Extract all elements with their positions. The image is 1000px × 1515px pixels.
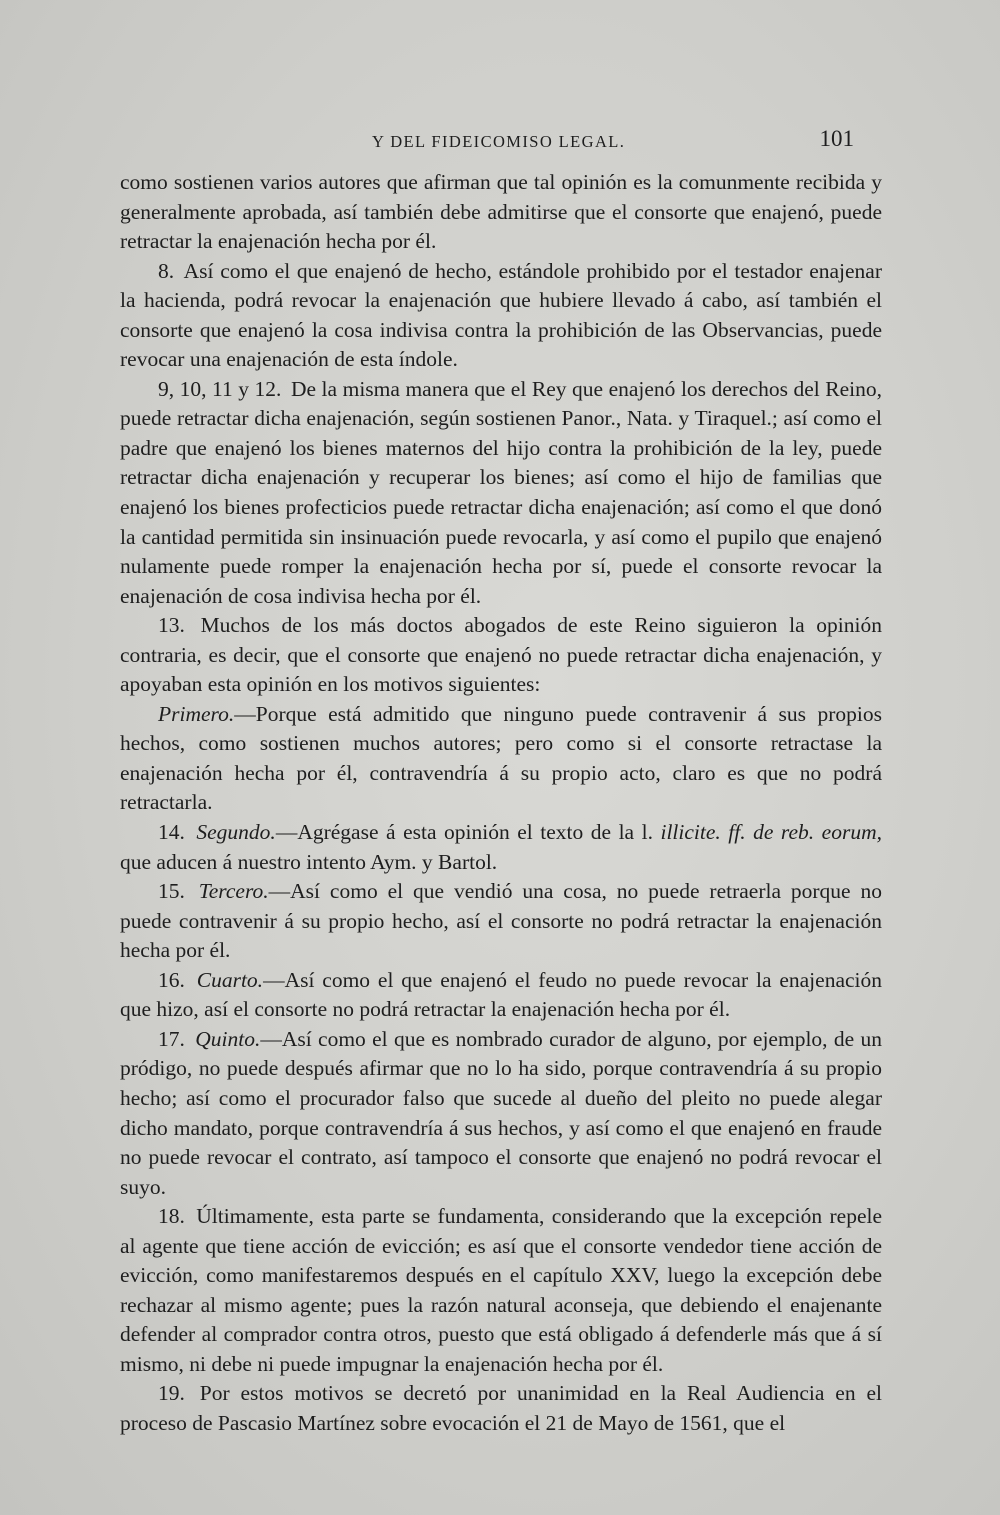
paragraph-number: 18.	[158, 1204, 185, 1229]
paragraph-text: —Así como el que es nombrado curador de alguno, por ejemplo, de un pródigo, no puede después afirmar que no lo ha sido, porque contravendría á su propio hecho; así como el procurador falso que sucede al dueño del pleito no puede alegar dicho mandato, porque contravendría á sus hechos, y así como el que enajenó en fraude no puede revocar el contrato, así tampoco el consorte que enajenó no podrá revocar el suyo.	[120, 1026, 883, 1199]
paragraph-number: 19.	[158, 1381, 185, 1406]
paragraph-19	[120, 1379, 882, 1438]
paragraph-primero	[120, 700, 882, 818]
paragraph-text: De la misma manera que el Rey que enajenó los derechos del Reino, puede retractar dicha enajenación, según sostienen Panor., Nata. y Tiraquel.; así como el padre que enajenó los bienes maternos del hijo contra la prohibición de la ley, puede retractar dicha enajenación y recuperar los bienes; así como el hijo de familias que enajenó los bienes profecticios puede retractar dicha enajenación; así como el que donó la cantidad permitida sin insinuación puede revocarla, y así como el pupilo que enajenó nulamente puede romper la enajenación hecha por sí, puede el consorte revocar la enajenación de cosa indivisa hecha por él.	[120, 376, 883, 608]
body-text	[120, 168, 882, 1439]
paragraph-13	[120, 611, 882, 700]
paragraph-8	[120, 257, 882, 375]
paragraph-text: —Porque está admitido que ninguno puede contravenir á sus propios hechos, como sostienen muchos autores; pero como si el consorte retractase la enajenación hecha por él, contravendría á su propio acto, claro es que no podrá retractarla.	[120, 701, 882, 815]
paragraph-9-12	[120, 375, 882, 611]
paragraph-text: Así como el que enajenó de hecho, estándole prohibido por el testador enajenar la hacienda, podrá revocar la enajenación que hubiere llevado á cabo, así también el consorte que enajenó la cosa indivisa contra la prohibición de las Observancias, puede revocar una enajenación de esta índole.	[120, 258, 882, 372]
paragraph-text-after: que aducen á nuestro intento Aym. y Bartol.	[120, 849, 498, 874]
paragraph-14	[120, 818, 882, 877]
paragraph-17	[120, 1025, 882, 1202]
running-head: Y DEL FIDEICOMISO LEGAL.	[372, 132, 626, 151]
paragraph-number: 14.	[158, 820, 185, 845]
paragraph-number: 9, 10, 11 y 12.	[158, 376, 282, 401]
latin-reference: illicite. ff. de reb. eorum,	[660, 820, 882, 845]
paragraph-number: 15.	[158, 879, 185, 904]
paragraph-text: —Así como el que enajenó el feudo no puede revocar la enajenación que hizo, así el consorte no podrá retractar la enajenación hecha por él.	[120, 967, 883, 1022]
paragraph-18	[120, 1202, 882, 1379]
paragraph-continuation	[120, 168, 882, 257]
paragraph-15	[120, 877, 882, 966]
page-number: 101	[819, 126, 854, 151]
paragraph-number: 8.	[158, 258, 175, 283]
paragraph-label: Primero.	[158, 701, 235, 726]
paragraph-text: como sostienen varios autores que afirman que tal opinión es la comunmente recibida y generalmente aprobada, así también debe admitirse que el consorte que enajenó, puede retractar la enajenación hecha por él.	[120, 170, 882, 254]
paragraph-text: Por estos motivos se decretó por unanimidad en la Real Audiencia en el proceso de Pascasio Martínez sobre evocación el 21 de Mayo de 1561, que el	[120, 1381, 882, 1435]
paragraph-text: Últimamente, esta parte se fundamenta, considerando que la excepción repele al agente que tiene acción de evicción; es así que el consorte vendedor tiene acción de evicción, como manifestaremos después en el capítulo XXV, luego la excepción debe rechazar al mismo agente; pues la razón natural aconseja, que debiendo el enajenante defender al comprador contra otros, puesto que está obligado á defenderle más que á sí mismo, ni debe ni puede impugnar la enajenación hecha por él.	[120, 1204, 882, 1376]
paragraph-text: Muchos de los más doctos abogados de este Reino siguieron la opinión contraria, es decir, que el consorte que enajenó no puede retractar dicha enajenación, y apoyaban esta opinión en los motivos siguientes:	[120, 613, 882, 697]
paragraph-text: —Agrégase á esta opinión el texto de la l.	[275, 820, 653, 845]
paragraph-number: 17.	[158, 1026, 185, 1051]
paragraph-label: Cuarto.	[196, 967, 264, 992]
paragraph-text: —Así como el que vendió una cosa, no puede retraerla porque no puede contravenir á su propio hecho, así el consorte no podrá retractar la enajenación hecha por él.	[120, 879, 883, 963]
paragraph-label: Segundo.	[196, 820, 276, 845]
paragraph-label: Quinto.	[195, 1026, 261, 1051]
page-header	[120, 126, 880, 156]
paragraph-number: 13.	[158, 613, 185, 638]
paragraph-16	[120, 966, 882, 1025]
paragraph-number: 16.	[158, 967, 185, 992]
paragraph-label: Tercero.	[198, 879, 269, 904]
